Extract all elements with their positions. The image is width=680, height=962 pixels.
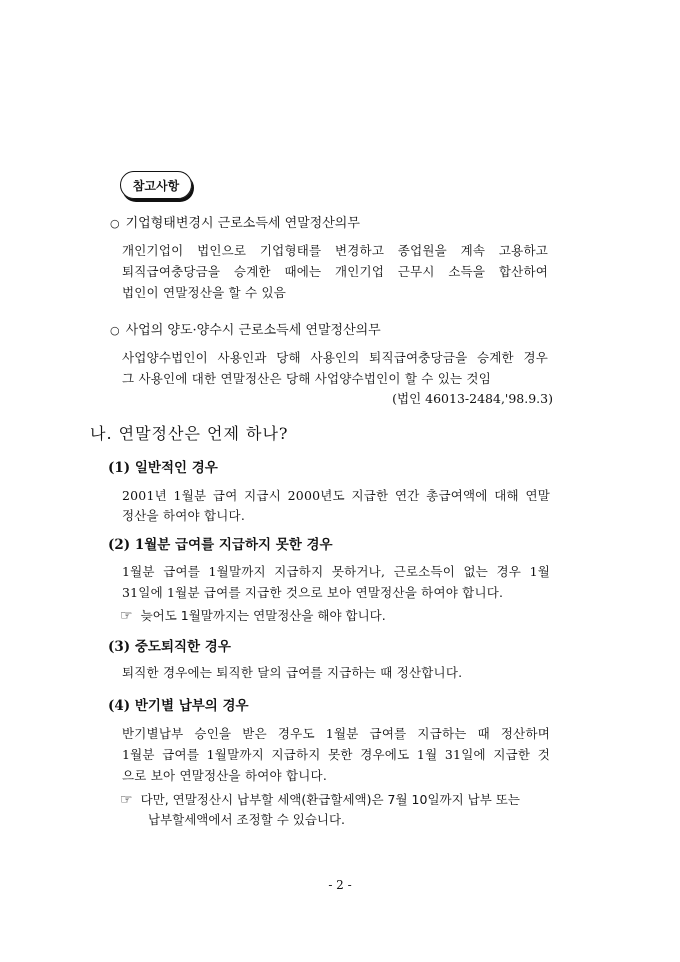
item-4-line-2: 1월분 급여를 1월말까지 지급하지 못한 경우에도 1월 31일에 지급한 것 bbox=[122, 747, 550, 762]
item-1-line-2: 정산을 하여야 합니다. bbox=[122, 508, 245, 523]
circle-bullet-icon: ○ bbox=[110, 324, 120, 337]
item-2-line-1: 1월분 급여를 1월말까지 지급하지 못하거나, 근로소득이 없는 경우 1월 bbox=[122, 564, 550, 579]
item-2-note bbox=[120, 606, 386, 624]
item-1-heading: (1) 일반적인 경우 bbox=[108, 460, 218, 476]
item-4-note-line-2: 납부할세액에서 조정할 수 있습니다. bbox=[148, 812, 346, 827]
circle-bullet-icon: ○ bbox=[110, 217, 120, 230]
item-4-line-1: 반기별납부 승인을 받은 경우도 1월분 급여를 지급하는 때 정산하며 bbox=[122, 726, 550, 741]
item-4-note-line-1: 다만, 연말정산시 납부할 세액(환급할세액)은 7월 10일까지 납부 또는 bbox=[140, 792, 520, 807]
item-4-heading: (4) 반기별 납부의 경우 bbox=[108, 698, 249, 714]
reference-item-1-title bbox=[110, 212, 360, 231]
reference-item-1-line-3: 법인이 연말정산을 할 수 있음 bbox=[122, 285, 286, 300]
reference-item-2-title bbox=[110, 319, 381, 338]
reference-item-2-line-2: 그 사용인에 대한 연말정산은 당해 사업양수법인이 할 수 있는 것임 bbox=[122, 371, 491, 386]
reference-badge: 참고사항 bbox=[120, 171, 192, 199]
item-2-heading: (2) 1월분 급여를 지급하지 못한 경우 bbox=[108, 537, 333, 553]
reference-item-1-line-2: 퇴직급여충당금을 승계한 때에는 개인기업 근무시 소득을 합산하여 bbox=[122, 264, 548, 279]
reference-citation: (법인 46013-2484,'98.9.3) bbox=[392, 391, 553, 406]
item-2-note-text: 늦어도 1월말까지는 연말정산을 해야 합니다. bbox=[140, 608, 386, 623]
pointing-hand-icon: ☞ bbox=[120, 792, 133, 808]
page-number: - 2 - bbox=[328, 878, 352, 892]
pointing-hand-icon: ☞ bbox=[120, 608, 133, 624]
reference-item-1-title-text: 기업형태변경시 근로소득세 연말정산의무 bbox=[125, 216, 360, 231]
item-3-line-1: 퇴직한 경우에는 퇴직한 달의 급여를 지급하는 때 정산합니다. bbox=[122, 665, 463, 680]
item-4-note bbox=[120, 790, 520, 808]
item-1-line-1: 2001년 1월분 급여 지급시 2000년도 지급한 연간 총급여액에 대해 연말 bbox=[122, 488, 550, 503]
reference-item-2-line-1: 사업양수법인이 사용인과 당해 사용인의 퇴직급여충당금을 승계한 경우 bbox=[122, 350, 548, 365]
item-3-heading: (3) 중도퇴직한 경우 bbox=[108, 639, 231, 655]
item-2-line-2: 31일에 1월분 급여를 지급한 것으로 보아 연말정산을 하여야 합니다. bbox=[122, 585, 504, 600]
reference-item-1-line-1: 개인기업이 법인으로 기업형태를 변경하고 종업원을 계속 고용하고 bbox=[122, 243, 548, 258]
reference-item-2-title-text: 사업의 양도·양수시 근로소득세 연말정산의무 bbox=[125, 323, 381, 338]
item-4-line-3: 으로 보아 연말정산을 하여야 합니다. bbox=[122, 768, 327, 783]
section-heading: 나. 연말정산은 언제 하나? bbox=[90, 424, 289, 443]
